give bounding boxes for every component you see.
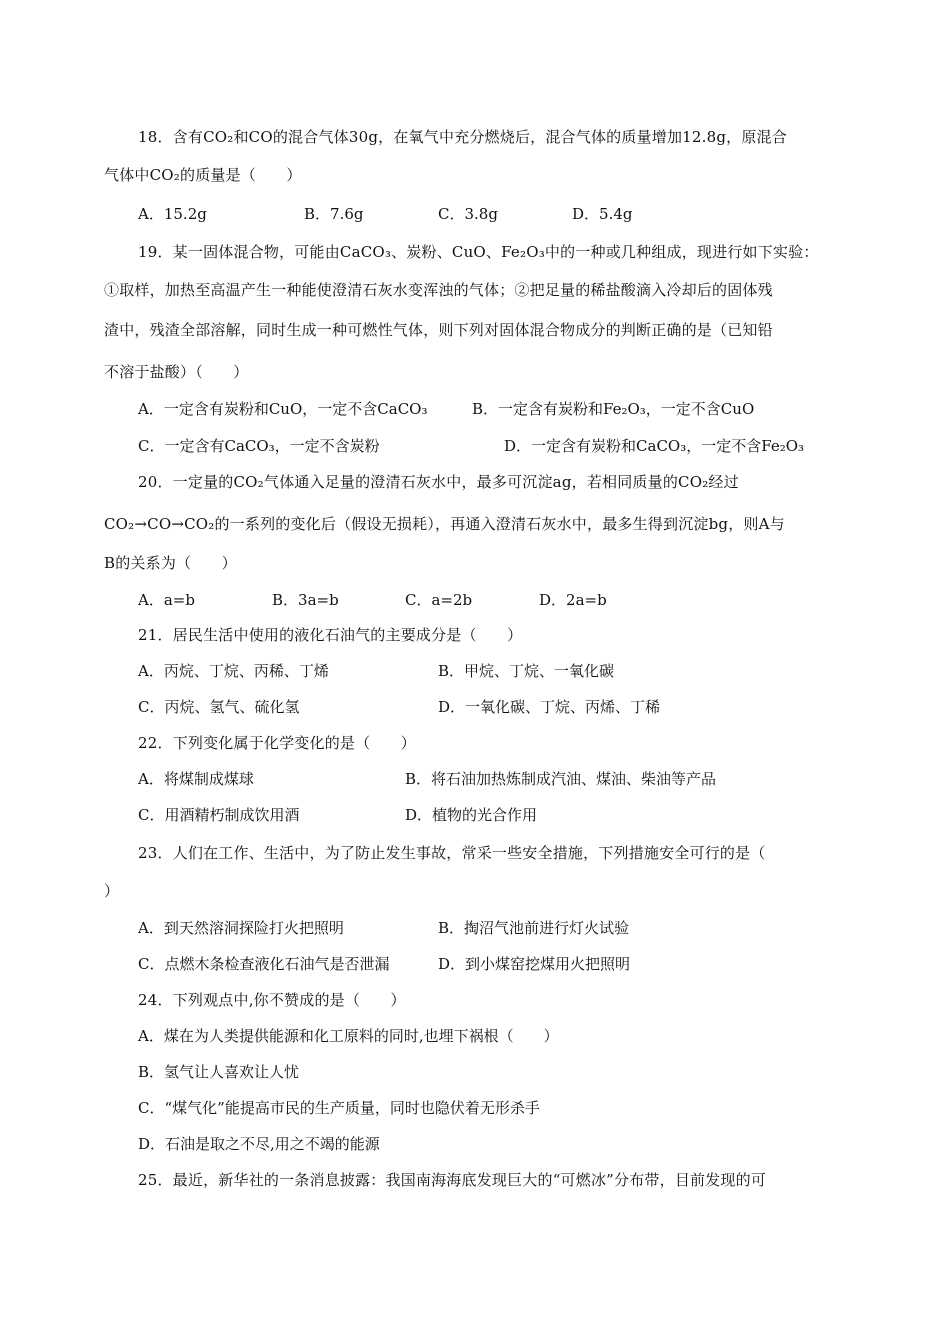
- q22-option-d: D．植物的光合作用: [405, 806, 538, 824]
- q20-line-2: CO₂→CO→CO₂的一系列的变化后（假设无损耗），再通入澄清石灰水中，最多生得到沉淀bg，则A与: [104, 515, 785, 533]
- q18-line-2: 气体中CO₂的质量是（ ）: [104, 166, 302, 184]
- q20-line-1: 20．一定量的CO₂气体通入足量的澄清石灰水中，最多可沉淀ag，若相同质量的CO₂经过: [138, 473, 739, 491]
- q19-line-3: 渣中，残渣全部溶解，同时生成一种可燃性气体，则下列对固体混合物成分的判断正确的是（已知铅: [104, 321, 773, 339]
- q19-option-d: D．一定含有炭粉和CaCO₃，一定不含Fe₂O₃: [504, 437, 805, 455]
- q19-line-4: 不溶于盐酸）（ ）: [104, 363, 249, 381]
- q20-option-a: A．a=b: [138, 591, 195, 609]
- q20-option-d: D．2a=b: [539, 591, 607, 609]
- q21-option-c: C．丙烷、氢气、硫化氢: [138, 698, 300, 716]
- q23-option-c: C．点燃木条检查液化石油气是否泄漏: [138, 955, 390, 973]
- q21-option-b: B．甲烷、丁烷、一氧化碳: [438, 662, 615, 680]
- q20-option-c: C．a=2b: [405, 591, 473, 609]
- q23-option-d: D．到小煤窑挖煤用火把照明: [438, 955, 631, 973]
- q18-option-c: C．3.8g: [438, 205, 498, 223]
- q19-option-b: B．一定含有炭粉和Fe₂O₃，一定不含CuO: [472, 400, 755, 418]
- q18-option-d: D．5.4g: [572, 205, 633, 223]
- q21-line-1: 21．居民生活中使用的液化石油气的主要成分是（ ）: [138, 626, 523, 644]
- q21-option-a: A．丙烷、丁烷、丙稀、丁烯: [138, 662, 329, 680]
- q24-option-c: C．“煤气化”能提高市民的生产质量，同时也隐伏着无形杀手: [138, 1099, 540, 1117]
- q19-option-a: A．一定含有炭粉和CuO，一定不含CaCO₃: [138, 400, 428, 418]
- q20-option-b: B．3a=b: [272, 591, 339, 609]
- q19-option-c: C．一定含有CaCO₃，一定不含炭粉: [138, 437, 380, 455]
- q18-option-a: A．15.2g: [138, 205, 207, 223]
- q20-line-3: B的关系为（ ）: [104, 554, 237, 572]
- q24-option-d: D．石油是取之不尽,用之不竭的能源: [138, 1135, 380, 1153]
- q25-line-1: 25．最近，新华社的一条消息披露：我国南海海底发现巨大的“可燃冰”分布带，目前发现的可: [138, 1171, 767, 1189]
- q18-line-1: 18．含有CO₂和CO的混合气体30g，在氧气中充分燃烧后，混合气体的质量增加12.8g，原混合: [138, 128, 787, 146]
- q24-option-a: A．煤在为人类提供能源和化工原料的同时,也埋下祸根（ ）: [138, 1027, 559, 1045]
- q19-line-1: 19．某一固体混合物，可能由CaCO₃、炭粉、CuO、Fe₂O₃中的一种或几种组成，现进行如下实验：: [138, 243, 819, 261]
- q19-line-2: ①取样，加热至高温产生一种能使澄清石灰水变浑浊的气体；②把足量的稀盐酸滴入冷却后的固体残: [104, 281, 773, 299]
- q23-line-1: 23．人们在工作、生活中，为了防止发生事故，常采一些安全措施，下列措施安全可行的是（: [138, 844, 766, 862]
- q24-line-1: 24．下列观点中,你不赞成的是（ ）: [138, 991, 406, 1009]
- q22-option-c: C．用酒精朽制成饮用酒: [138, 806, 300, 824]
- q23-line-2: ）: [104, 882, 120, 900]
- q23-option-a: A．到天然溶洞探险打火把照明: [138, 919, 344, 937]
- q18-option-b: B．7.6g: [304, 205, 364, 223]
- q22-option-b: B．将石油加热炼制成汽油、煤油、柴油等产品: [405, 770, 717, 788]
- q21-option-d: D．一氧化碳、丁烷、丙烯、丁稀: [438, 698, 661, 716]
- q22-option-a: A．将煤制成煤球: [138, 770, 254, 788]
- q24-option-b: B．氢气让人喜欢让人忧: [138, 1063, 300, 1081]
- q23-option-b: B．掏沼气池前进行灯火试验: [438, 919, 630, 937]
- q22-line-1: 22．下列变化属于化学变化的是（ ）: [138, 734, 416, 752]
